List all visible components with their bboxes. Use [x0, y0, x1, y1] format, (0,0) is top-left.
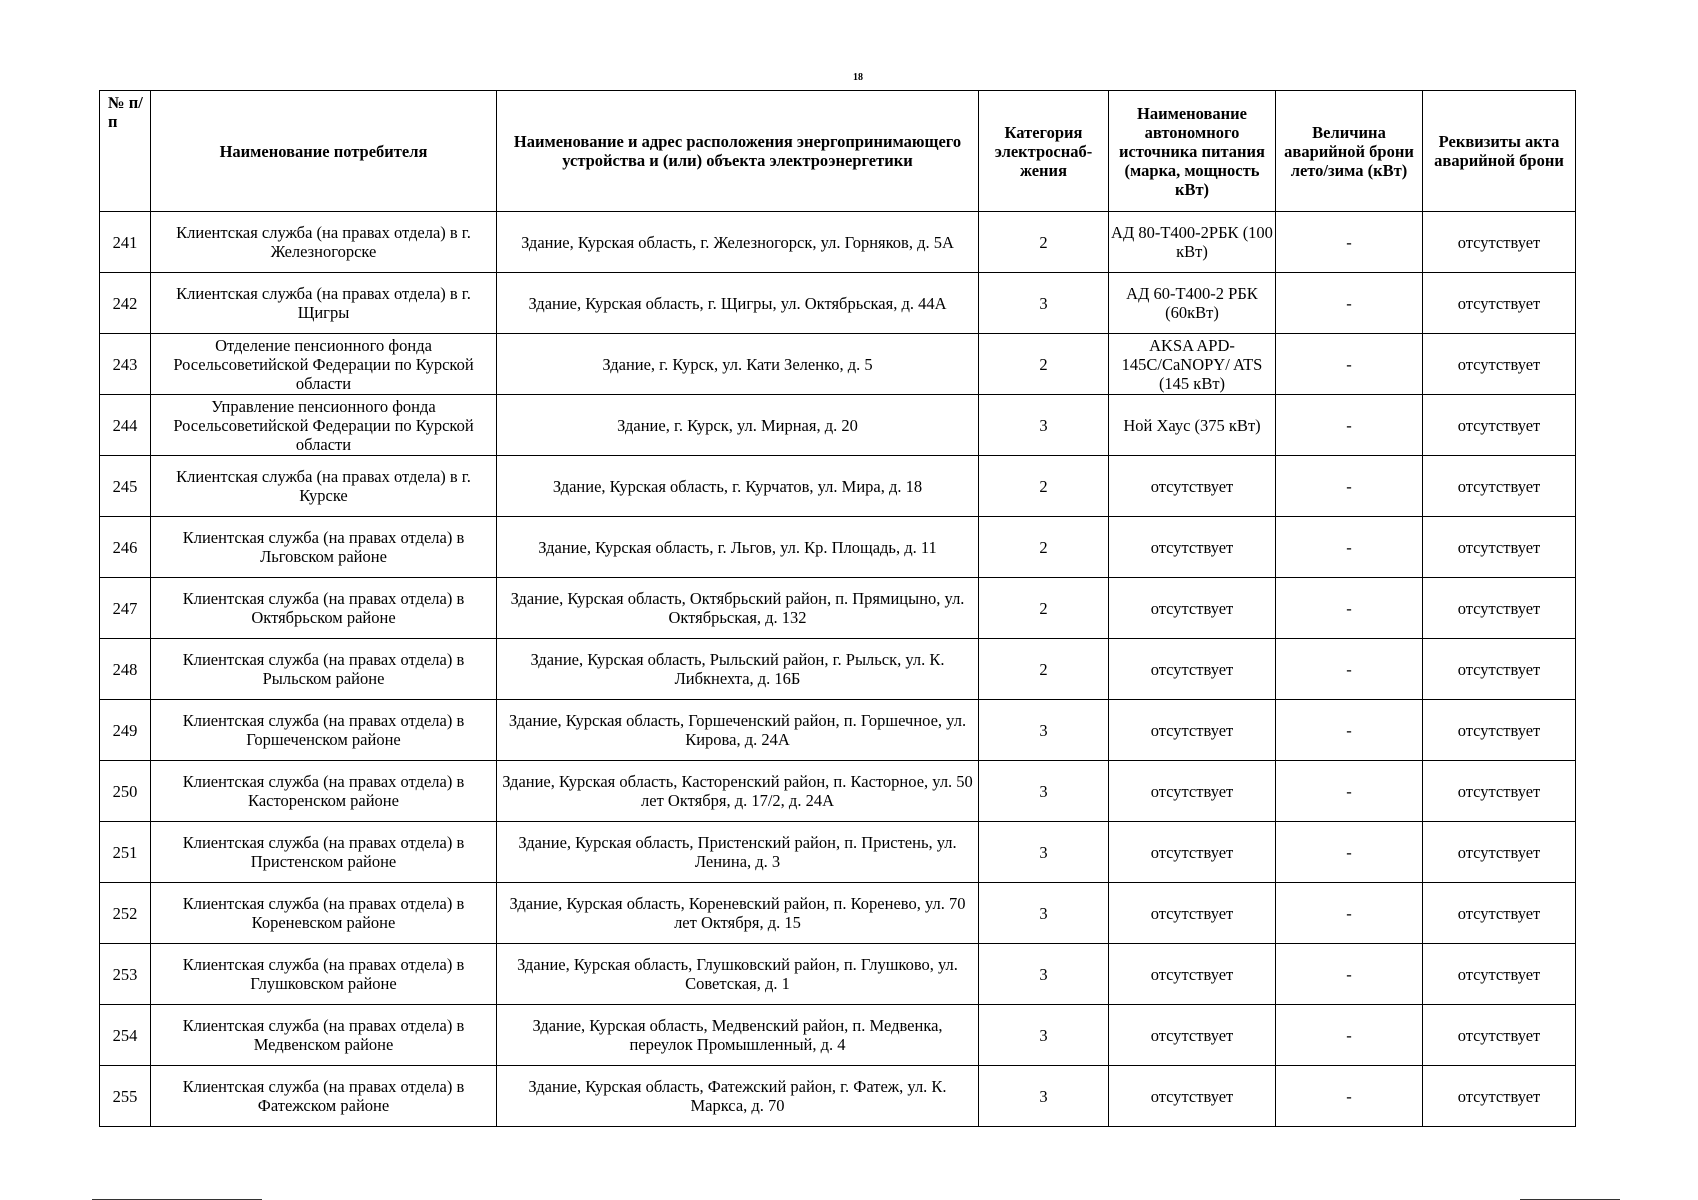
cell-act: отсутствует [1423, 1005, 1576, 1066]
cell-address: Здание, Курская область, Горшеченский район, п. Горшечное, ул. Кирова, д. 24А [497, 700, 979, 761]
table-row [100, 395, 1576, 456]
cell-act: отсутствует [1423, 334, 1576, 395]
cell-reserve: - [1276, 700, 1423, 761]
cell-num: 253 [100, 944, 151, 1005]
cell-consumer: Клиентская служба (на правах отдела) в г. Щигры [151, 273, 497, 334]
table-row [100, 334, 1576, 395]
cell-consumer: Клиентская служба (на правах отдела) в Рыльском районе [151, 639, 497, 700]
cell-category: 3 [979, 273, 1109, 334]
cell-consumer: Клиентская служба (на правах отдела) в Глушковском районе [151, 944, 497, 1005]
cell-source: отсутствует [1109, 883, 1276, 944]
cell-consumer: Клиентская служба (на правах отдела) в Фатежском районе [151, 1066, 497, 1127]
cell-address: Здание, Курская область, Рыльский район, г. Рыльск, ул. К. Либкнехта, д. 16Б [497, 639, 979, 700]
cell-act: отсутствует [1423, 273, 1576, 334]
cell-source: отсутствует [1109, 822, 1276, 883]
consumer-table [99, 90, 1576, 1127]
cell-act: отсутствует [1423, 212, 1576, 273]
cell-reserve: - [1276, 1066, 1423, 1127]
cell-num: 249 [100, 700, 151, 761]
cell-address: Здание, Курская область, Фатежский район, г. Фатеж, ул. К. Маркса, д. 70 [497, 1066, 979, 1127]
cell-source: АД 80-Т400-2РБК (100 кВт) [1109, 212, 1276, 273]
cell-source: отсутствует [1109, 1066, 1276, 1127]
cell-reserve: - [1276, 639, 1423, 700]
cell-reserve: - [1276, 395, 1423, 456]
table-body [100, 212, 1576, 1127]
cell-category: 2 [979, 212, 1109, 273]
cell-source: отсутствует [1109, 1005, 1276, 1066]
table-row [100, 456, 1576, 517]
cell-num: 243 [100, 334, 151, 395]
cell-consumer: Клиентская служба (на правах отдела) в Льговском районе [151, 517, 497, 578]
cell-address: Здание, Курская область, г. Щигры, ул. Октябрьская, д. 44А [497, 273, 979, 334]
table-row [100, 883, 1576, 944]
cell-num: 255 [100, 1066, 151, 1127]
cell-reserve: - [1276, 883, 1423, 944]
cell-num: 254 [100, 1005, 151, 1066]
cell-source: отсутствует [1109, 578, 1276, 639]
cell-consumer: Клиентская служба (на правах отдела) в Касторенском районе [151, 761, 497, 822]
cell-act: отсутствует [1423, 1066, 1576, 1127]
cell-address: Здание, Курская область, Касторенский район, п. Касторное, ул. 50 лет Октября, д. 17/2, д. 24А [497, 761, 979, 822]
cell-consumer: Клиентская служба (на правах отдела) в Кореневском районе [151, 883, 497, 944]
cell-category: 2 [979, 578, 1109, 639]
cell-consumer: Клиентская служба (на правах отдела) в Пристенском районе [151, 822, 497, 883]
cell-address: Здание, Курская область, г. Льгов, ул. Кр. Площадь, д. 11 [497, 517, 979, 578]
cell-num: 241 [100, 212, 151, 273]
table-row [100, 944, 1576, 1005]
cell-consumer: Отделение пенсионного фонда Росельсоветийской Федерации по Курской области [151, 334, 497, 395]
cell-category: 2 [979, 517, 1109, 578]
cell-source: АД 60-Т400-2 РБК (60кВт) [1109, 273, 1276, 334]
cell-reserve: - [1276, 1005, 1423, 1066]
cell-category: 2 [979, 456, 1109, 517]
header-act: Реквизиты акта аварийной брони [1423, 91, 1576, 212]
cell-source: отсутствует [1109, 456, 1276, 517]
cell-num: 246 [100, 517, 151, 578]
cell-address: Здание, г. Курск, ул. Мирная, д. 20 [497, 395, 979, 456]
cell-reserve: - [1276, 212, 1423, 273]
cell-act: отсутствует [1423, 456, 1576, 517]
table-row [100, 700, 1576, 761]
cell-category: 3 [979, 944, 1109, 1005]
cell-source: отсутствует [1109, 639, 1276, 700]
cell-address: Здание, Курская область, г. Курчатов, ул. Мира, д. 18 [497, 456, 979, 517]
cell-category: 3 [979, 1005, 1109, 1066]
cell-address: Здание, г. Курск, ул. Кати Зеленко, д. 5 [497, 334, 979, 395]
header-reserve: Величина аварийной брони лето/зима (кВт) [1276, 91, 1423, 212]
cell-num: 251 [100, 822, 151, 883]
cell-consumer: Клиентская служба (на правах отдела) в Медвенском районе [151, 1005, 497, 1066]
cell-reserve: - [1276, 334, 1423, 395]
cell-act: отсутствует [1423, 395, 1576, 456]
cell-consumer: Клиентская служба (на правах отдела) в г. Железногорске [151, 212, 497, 273]
cell-num: 248 [100, 639, 151, 700]
page-number: 18 [853, 72, 863, 83]
cell-reserve: - [1276, 578, 1423, 639]
cell-num: 250 [100, 761, 151, 822]
cell-act: отсутствует [1423, 944, 1576, 1005]
cell-num: 252 [100, 883, 151, 944]
cell-address: Здание, Курская область, Пристенский район, п. Пристень, ул. Ленина, д. 3 [497, 822, 979, 883]
cell-consumer: Управление пенсионного фонда Росельсоветийской Федерации по Курской области [151, 395, 497, 456]
table-row [100, 273, 1576, 334]
table-row [100, 761, 1576, 822]
table-row [100, 1066, 1576, 1127]
cell-source: отсутствует [1109, 944, 1276, 1005]
cell-category: 2 [979, 639, 1109, 700]
cell-address: Здание, Курская область, Глушковский район, п. Глушково, ул. Советская, д. 1 [497, 944, 979, 1005]
table-header [100, 91, 1576, 212]
table-row [100, 639, 1576, 700]
cell-address: Здание, Курская область, Медвенский район, п. Медвенка, переулок Промышленный, д. 4 [497, 1005, 979, 1066]
header-category: Категория электроснаб-жения [979, 91, 1109, 212]
cell-act: отсутствует [1423, 578, 1576, 639]
cell-num: 244 [100, 395, 151, 456]
cell-reserve: - [1276, 456, 1423, 517]
cell-category: 3 [979, 883, 1109, 944]
cell-act: отсутствует [1423, 517, 1576, 578]
cell-address: Здание, Курская область, Октябрьский район, п. Прямицыно, ул. Октябрьская, д. 132 [497, 578, 979, 639]
cell-num: 247 [100, 578, 151, 639]
cell-act: отсутствует [1423, 700, 1576, 761]
cell-category: 3 [979, 761, 1109, 822]
table-row [100, 212, 1576, 273]
cell-reserve: - [1276, 822, 1423, 883]
cell-reserve: - [1276, 517, 1423, 578]
cell-consumer: Клиентская служба (на правах отдела) в г. Курске [151, 456, 497, 517]
cell-category: 2 [979, 334, 1109, 395]
cell-source: отсутствует [1109, 517, 1276, 578]
cell-category: 3 [979, 700, 1109, 761]
cell-category: 3 [979, 395, 1109, 456]
cell-source: Ной Хаус (375 кВт) [1109, 395, 1276, 456]
cell-num: 245 [100, 456, 151, 517]
cell-act: отсутствует [1423, 883, 1576, 944]
cell-address: Здание, Курская область, г. Железногорск, ул. Горняков, д. 5А [497, 212, 979, 273]
cell-consumer: Клиентская служба (на правах отдела) в Октябрьском районе [151, 578, 497, 639]
cell-act: отсутствует [1423, 639, 1576, 700]
table-row [100, 578, 1576, 639]
table-row [100, 517, 1576, 578]
cell-address: Здание, Курская область, Кореневский район, п. Коренево, ул. 70 лет Октября, д. 15 [497, 883, 979, 944]
header-source: Наименование автономного источника питания (марка, мощность кВт) [1109, 91, 1276, 212]
cell-source: отсутствует [1109, 700, 1276, 761]
table-row [100, 1005, 1576, 1066]
cell-category: 3 [979, 822, 1109, 883]
header-address: Наименование и адрес расположения энергопринимающего устройства и (или) объекта электроэнергетики [497, 91, 979, 212]
header-num: № п/п [100, 91, 151, 212]
cell-source: AKSA APD-145C/CaNOPY/ ATS (145 кВт) [1109, 334, 1276, 395]
cell-reserve: - [1276, 273, 1423, 334]
table-row [100, 822, 1576, 883]
cell-category: 3 [979, 1066, 1109, 1127]
cell-source: отсутствует [1109, 761, 1276, 822]
header-consumer: Наименование потребителя [151, 91, 497, 212]
cell-consumer: Клиентская служба (на правах отдела) в Горшеченском районе [151, 700, 497, 761]
cell-reserve: - [1276, 944, 1423, 1005]
cell-reserve: - [1276, 761, 1423, 822]
cell-num: 242 [100, 273, 151, 334]
cell-act: отсутствует [1423, 822, 1576, 883]
cell-act: отсутствует [1423, 761, 1576, 822]
